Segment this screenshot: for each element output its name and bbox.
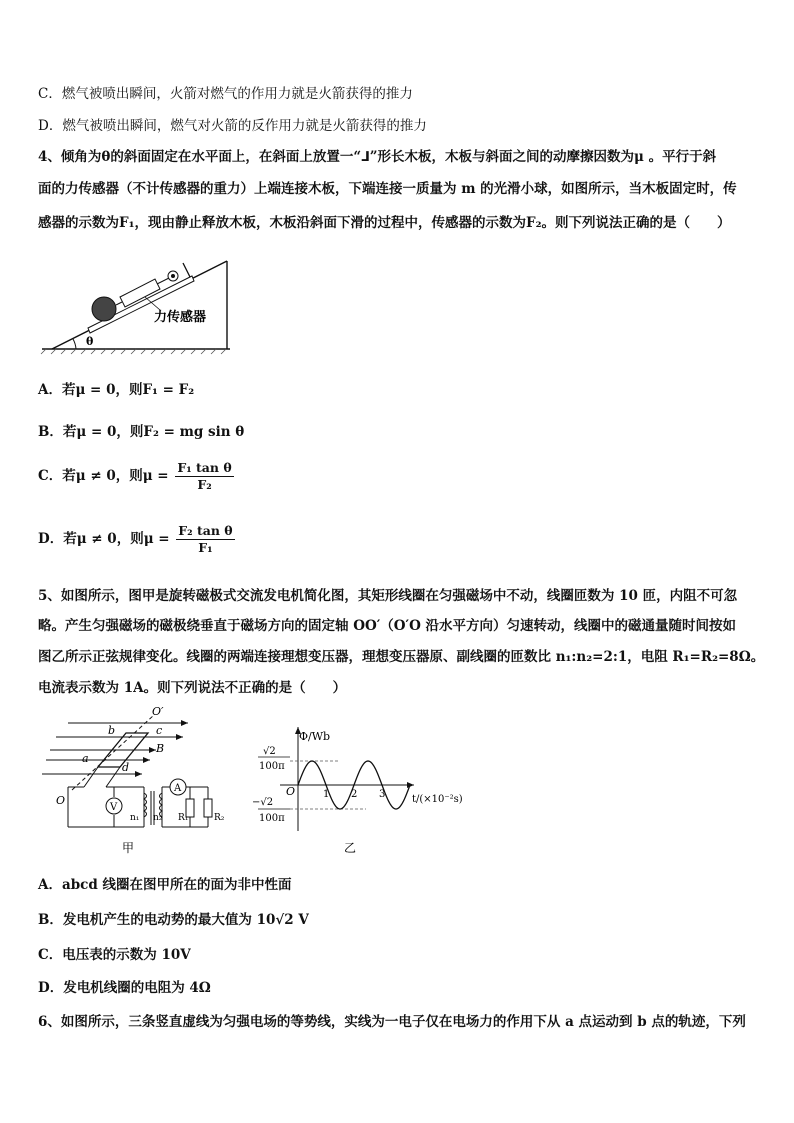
label-n1: n₁ (130, 813, 140, 823)
flux-data-point (325, 784, 326, 785)
label-o: O (56, 794, 66, 807)
label-r1: R₁ (178, 813, 189, 823)
q5-stem-line4: 电流表示数为 1A。则下列说法不正确的是（ ） (38, 680, 347, 696)
flux-data-point (353, 784, 354, 785)
q4-option-b: B．若μ = 0，则F₂ = mg sin θ (38, 424, 245, 440)
q5-stem-line2: 略。产生匀强磁场的磁极绕垂直于磁场方向的固定轴 OO′（O′O 沿水平方向）匀速转动，线圈中的磁通量随时间按如 (38, 618, 737, 634)
q5-option-b: B．发电机产生的电动势的最大值为 10√2 V (38, 912, 309, 928)
label-field-b: B (156, 742, 165, 755)
flux-data-point (381, 784, 382, 785)
y-max-numerator: √2 (263, 746, 276, 757)
q3-option-c: C．燃气被喷出瞬间，火箭对燃气的作用力就是火箭获得的推力 (38, 86, 413, 102)
y-axis-label: Φ/Wb (299, 730, 331, 743)
fig-jia-caption: 甲 (122, 841, 135, 855)
origin-label: O (286, 785, 296, 798)
ammeter-label: A (174, 783, 182, 794)
label-o-prime: O′ (152, 705, 164, 718)
label-n2: n₂ (153, 813, 163, 823)
q4-option-c-fraction (175, 460, 233, 493)
q4-option-d-fraction (176, 523, 234, 556)
q5-stem-line1: 5、如图所示，图甲是旋转磁极式交流发电机简化图，其矩形线圈在匀强磁场中不动，线圈匝数为 10 匝，内阻不可忽 (38, 588, 738, 604)
q3-option-d: D．燃气被喷出瞬间，燃气对火箭的反作用力就是火箭获得的推力 (38, 118, 427, 134)
q4-option-d-denominator: F₁ (198, 540, 213, 555)
label-r2: R₂ (214, 813, 225, 823)
flux-data-point (367, 760, 368, 761)
x-tick-label: 2 (351, 789, 358, 800)
q4-angle-label: θ (86, 335, 94, 348)
q4-option-d-numerator: F₂ tan θ (178, 523, 233, 538)
q4-option-c-denominator: F₂ (197, 477, 212, 492)
q6-stem-line1: 6、如图所示，三条竖直虚线为匀强电场的等势线，实线为一电子仅在电场力的作用下从 a 点运动到 b 点的轨迹，下列 (38, 1014, 746, 1030)
flux-data-point (339, 808, 340, 809)
q4-option-c (38, 460, 236, 493)
voltmeter-label: V (110, 802, 118, 813)
q4-stem-line2: 面的力传感器（不计传感器的重力）上端连接木板，下端连接一质量为 m 的光滑小球，如图所示，当木板固定时，传 (38, 181, 737, 197)
q5-figure-jia (38, 703, 228, 858)
x-tick-label: 1 (323, 789, 330, 800)
q4-option-a: A．若μ = 0，则F₁ = F₂ (38, 382, 195, 398)
q4-stem-line1: 4、倾角为θ的斜面固定在水平面上，在斜面上放置一“⅃”形长木板，木板与斜面之间的动摩擦因数为μ 。平行于斜 (38, 149, 717, 165)
q4-stem-line3: 感器的示数为F₁，现由静止释放木板，木板沿斜面下滑的过程中，传感器的示数为F₂。则下列说法正确的是（ ） (38, 215, 731, 231)
flux-data-point (311, 760, 312, 761)
label-b: b (108, 724, 116, 737)
q4-sensor-label: 力传感器 (154, 310, 207, 325)
q5-option-d: D．发电机线圈的电阻为 4Ω (38, 980, 211, 996)
y-max-denominator: 100π (259, 761, 285, 772)
q4-option-d (38, 523, 237, 556)
label-d: d (122, 761, 130, 774)
q5-stem-line3: 图乙所示正弦规律变化。线圈的两端连接理想变压器，理想变压器原、副线圈的匝数比 n₁:n₂=2:1，电阻 R₁=R₂=8Ω。 (38, 649, 765, 665)
y-min-numerator: −√2 (252, 797, 274, 808)
flux-data-point (395, 808, 396, 809)
q4-incline-figure (40, 255, 240, 355)
q5-option-c: C．电压表的示数为 10V (38, 947, 191, 963)
flux-data-point (297, 784, 298, 785)
q5-option-a: A．abcd 线圈在图甲所在的面为非中性面 (38, 877, 292, 893)
label-c: c (156, 724, 163, 737)
x-tick-label: 3 (379, 789, 386, 800)
q4-option-c-numerator: F₁ tan θ (177, 460, 232, 475)
x-axis-label: t/(×10⁻²s) (412, 794, 463, 805)
q5-figure-yi-chart (250, 723, 480, 878)
q4-option-d-prefix: D．若μ ≠ 0，则μ = (38, 531, 170, 547)
y-min-denominator: 100π (259, 813, 285, 824)
label-a: a (82, 752, 89, 765)
flux-data-point (409, 784, 410, 785)
fig-yi-caption: 乙 (344, 841, 357, 855)
q4-option-c-prefix: C．若μ ≠ 0，则μ = (38, 468, 169, 484)
